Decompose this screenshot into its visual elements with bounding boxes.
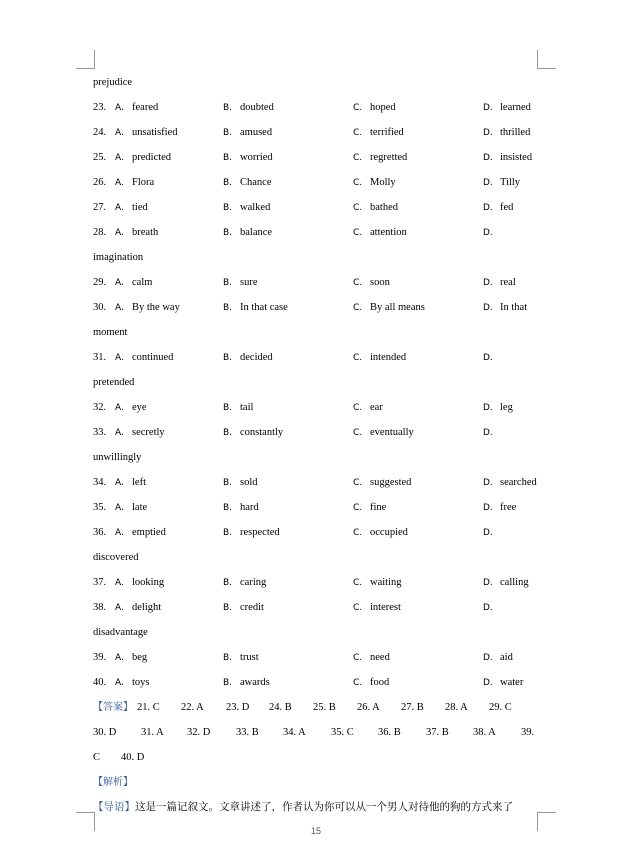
- option-text: In that case: [240, 302, 288, 313]
- option-text: intended: [370, 352, 407, 363]
- option-letter: C.: [353, 103, 363, 113]
- option-text: attention: [370, 227, 407, 238]
- option-text: trust: [240, 652, 259, 663]
- wrapped-option-text: unwillingly: [93, 452, 142, 463]
- answer-item: 29. C: [489, 702, 512, 713]
- answer-item: 36. B: [378, 727, 401, 738]
- option-letter: B.: [223, 278, 233, 288]
- option-d: [483, 270, 516, 296]
- option-b: [223, 420, 283, 446]
- option-text: doubted: [240, 102, 274, 113]
- option-text: fed: [500, 202, 514, 213]
- answer-item: 25. B: [313, 702, 336, 713]
- option-a: [115, 170, 154, 196]
- answer-row: [93, 720, 543, 745]
- wrapped-option-text: discovered: [93, 552, 139, 563]
- answer-item: 34. A: [283, 727, 306, 738]
- question-number: 35.: [93, 502, 107, 513]
- option-b: [223, 270, 258, 296]
- question-number: 29.: [93, 277, 107, 288]
- option-letter: A.: [115, 203, 124, 213]
- option-letter: B.: [223, 203, 233, 213]
- question-number: 38.: [93, 602, 107, 613]
- question-number: 40.: [93, 677, 107, 688]
- option-text: balance: [240, 227, 273, 238]
- option-text: delight: [132, 602, 162, 613]
- option-text: decided: [240, 352, 273, 363]
- option-letter: B.: [223, 303, 233, 313]
- option-d: [483, 170, 520, 196]
- option-letter: D.: [483, 503, 493, 513]
- option-letter: B.: [223, 128, 233, 138]
- option-text: searched: [500, 477, 537, 488]
- answer-item: 28. A: [445, 702, 468, 713]
- option-letter: B.: [223, 428, 233, 438]
- option-text: interest: [370, 602, 401, 613]
- option-letter: C.: [353, 128, 363, 138]
- option-letter: D.: [483, 153, 493, 163]
- option-d: [483, 395, 513, 421]
- answer-item: 38. A: [473, 727, 496, 738]
- question-row: [93, 395, 543, 420]
- option-letter: A.: [115, 403, 124, 413]
- option-a: [115, 220, 158, 246]
- option-letter: D.: [483, 228, 493, 238]
- option-text: credit: [240, 602, 264, 613]
- option-d: [483, 570, 529, 596]
- option-text: tied: [132, 202, 148, 213]
- option-letter: C.: [353, 178, 363, 188]
- option-b: [223, 95, 274, 121]
- document-body: [93, 70, 543, 820]
- option-letter: C.: [353, 528, 363, 538]
- option-text: calm: [132, 277, 153, 288]
- option-letter: A.: [115, 503, 124, 513]
- option-letter: B.: [223, 528, 233, 538]
- option-a: [115, 345, 173, 371]
- option-text: learned: [500, 102, 531, 113]
- option-d: [483, 145, 532, 171]
- option-text: feared: [132, 102, 159, 113]
- option-text: ear: [370, 402, 383, 413]
- option-letter: C.: [353, 503, 363, 513]
- answer-item: 32. D: [187, 727, 211, 738]
- option-d: [483, 520, 500, 546]
- option-letter: B.: [223, 603, 233, 613]
- option-letter: A.: [115, 353, 124, 363]
- wrapped-option-text: pretended: [93, 377, 135, 388]
- option-text: regretted: [370, 152, 408, 163]
- option-text: water: [500, 677, 524, 688]
- option-d: [483, 495, 516, 521]
- option-text: caring: [240, 577, 267, 588]
- option-d: [483, 645, 513, 671]
- question-number: 33.: [93, 427, 107, 438]
- answer-row: [93, 745, 543, 770]
- option-b: [223, 170, 272, 196]
- option-b: [223, 570, 266, 596]
- option-text: Chance: [240, 177, 272, 188]
- option-letter: D.: [483, 653, 493, 663]
- option-letter: C.: [353, 303, 363, 313]
- option-text: soon: [370, 277, 390, 288]
- question-row: [93, 120, 543, 145]
- question-row: [93, 645, 543, 670]
- option-text: eye: [132, 402, 147, 413]
- option-text: In that: [500, 302, 528, 313]
- option-b: [223, 145, 273, 171]
- option-b: [223, 395, 253, 421]
- option-b: [223, 495, 259, 521]
- option-letter: A.: [115, 303, 124, 313]
- option-b: [223, 220, 272, 246]
- answer-item: 21. C: [137, 702, 160, 713]
- answer-row: [93, 695, 543, 720]
- option-d: [483, 595, 500, 621]
- option-c: [353, 220, 407, 246]
- option-c: [353, 670, 389, 696]
- question-number: 37.: [93, 577, 107, 588]
- option-c: [353, 495, 386, 521]
- option-letter: D.: [483, 178, 493, 188]
- answer-item: 37. B: [426, 727, 449, 738]
- option-letter: D.: [483, 103, 493, 113]
- option-letter: A.: [115, 228, 124, 238]
- answer-item: 24. B: [269, 702, 292, 713]
- option-text: respected: [240, 527, 280, 538]
- question-row: [93, 520, 543, 545]
- answer-item: 27. B: [401, 702, 424, 713]
- option-text: occupied: [370, 527, 408, 538]
- option-letter: A.: [115, 678, 124, 688]
- option-text: unsatisfied: [132, 127, 178, 138]
- option-text: fine: [370, 502, 387, 513]
- option-b: [223, 670, 270, 696]
- option-d: [483, 470, 537, 496]
- option-letter: D.: [483, 278, 493, 288]
- option-text: predicted: [132, 152, 172, 163]
- question-number: 26.: [93, 177, 107, 188]
- question-row: [93, 570, 543, 595]
- question-number: 30.: [93, 302, 107, 313]
- answer-item: 35. C: [331, 727, 354, 738]
- option-letter: B.: [223, 228, 233, 238]
- option-letter: B.: [223, 178, 233, 188]
- option-letter: A.: [115, 528, 124, 538]
- question-number: 31.: [93, 352, 107, 363]
- option-c: [353, 345, 406, 371]
- option-a: [115, 420, 165, 446]
- option-b: [223, 120, 272, 146]
- answer-item: 33. B: [236, 727, 259, 738]
- option-letter: C.: [353, 228, 363, 238]
- option-text: need: [370, 652, 390, 663]
- option-text: hard: [240, 502, 259, 513]
- option-letter: A.: [115, 128, 124, 138]
- option-text: breath: [132, 227, 159, 238]
- option-text: tail: [240, 402, 254, 413]
- option-d: [483, 345, 500, 371]
- question-row: [93, 495, 543, 520]
- option-letter: C.: [353, 678, 363, 688]
- option-a: [115, 520, 166, 546]
- option-letter: A.: [115, 653, 124, 663]
- option-text: emptied: [132, 527, 166, 538]
- option-letter: D.: [483, 678, 493, 688]
- option-c: [353, 395, 383, 421]
- option-text: insisted: [500, 152, 533, 163]
- option-d: [483, 420, 500, 446]
- option-text: aid: [500, 652, 513, 663]
- option-letter: A.: [115, 428, 124, 438]
- option-text: food: [370, 677, 390, 688]
- option-b: [223, 645, 259, 671]
- option-text: leg: [500, 402, 513, 413]
- option-letter: A.: [115, 478, 124, 488]
- option-text: secretly: [132, 427, 165, 438]
- option-letter: B.: [223, 578, 233, 588]
- option-text: Tilly: [500, 177, 521, 188]
- question-row: [93, 220, 543, 245]
- option-letter: A.: [115, 578, 124, 588]
- option-text: bathed: [370, 202, 398, 213]
- option-letter: B.: [223, 653, 233, 663]
- option-c: [353, 570, 402, 596]
- option-letter: C.: [353, 353, 363, 363]
- option-c: [353, 420, 414, 446]
- option-text: sold: [240, 477, 258, 488]
- option-b: [223, 345, 273, 371]
- option-text: real: [500, 277, 516, 288]
- option-text: Flora: [132, 177, 155, 188]
- option-text: looking: [132, 577, 165, 588]
- option-c: [353, 145, 407, 171]
- option-letter: D.: [483, 478, 493, 488]
- option-letter: D.: [483, 578, 493, 588]
- option-letter: D.: [483, 128, 493, 138]
- corner-mark-top-right: [537, 50, 556, 69]
- option-letter: D.: [483, 203, 493, 213]
- option-d: [483, 670, 523, 696]
- option-letter: A.: [115, 153, 124, 163]
- wrapped-option-text: disadvantage: [93, 627, 148, 638]
- page-number: 15: [310, 826, 321, 836]
- option-b: [223, 595, 264, 621]
- option-text: amused: [240, 127, 273, 138]
- question-number: 28.: [93, 227, 107, 238]
- question-number: 23.: [93, 102, 107, 113]
- question-number: 39.: [93, 652, 107, 663]
- answer-item: 23. D: [226, 702, 250, 713]
- option-text: late: [132, 502, 148, 513]
- option-c: [353, 645, 390, 671]
- option-letter: D.: [483, 403, 493, 413]
- option-letter: B.: [223, 353, 233, 363]
- option-text: By all means: [370, 302, 425, 313]
- option-c: [353, 120, 404, 146]
- option-letter: B.: [223, 153, 233, 163]
- corner-mark-top-left: [76, 50, 95, 69]
- option-text: constantly: [240, 427, 284, 438]
- option-a: [115, 570, 164, 596]
- option-b: [223, 195, 270, 221]
- option-letter: C.: [353, 403, 363, 413]
- option-text: calling: [500, 577, 529, 588]
- option-text: beg: [132, 652, 148, 663]
- answer-item: 30. D: [93, 727, 117, 738]
- option-b: [223, 295, 288, 321]
- guide-text: 这是一篇记叙文。文章讲述了，作者认为你可以从一个男人对待他的狗的方式来了: [135, 801, 513, 813]
- option-c: [353, 595, 401, 621]
- option-d: [483, 195, 513, 221]
- option-text: left: [132, 477, 146, 488]
- option-letter: A.: [115, 103, 124, 113]
- option-c: [353, 270, 390, 296]
- option-c: [353, 95, 396, 121]
- option-text: By the way: [132, 302, 180, 313]
- option-a: [115, 645, 147, 671]
- answer-item: 31. A: [141, 727, 164, 738]
- option-a: [115, 670, 150, 696]
- option-text: terrified: [370, 127, 404, 138]
- option-letter: C.: [353, 278, 363, 288]
- option-text: thrilled: [500, 127, 531, 138]
- option-letter: C.: [353, 578, 363, 588]
- option-letter: B.: [223, 503, 233, 513]
- answer-item: 22. A: [181, 702, 204, 713]
- option-letter: A.: [115, 603, 124, 613]
- option-b: [223, 470, 258, 496]
- option-letter: B.: [223, 678, 233, 688]
- option-d: [483, 95, 531, 121]
- option-letter: C.: [353, 653, 363, 663]
- analysis-label: 【解析】: [93, 777, 133, 788]
- option-letter: D.: [483, 428, 493, 438]
- option-letter: A.: [115, 278, 124, 288]
- wrapped-option-text: moment: [93, 327, 128, 338]
- option-text: walked: [240, 202, 271, 213]
- option-text: waiting: [370, 577, 402, 588]
- option-a: [115, 120, 178, 146]
- question-row: [93, 295, 543, 320]
- question-row: [93, 670, 543, 695]
- option-a: [115, 395, 147, 421]
- option-text: Molly: [370, 177, 396, 188]
- question-number: 25.: [93, 152, 107, 163]
- answer-item: 26. A: [357, 702, 380, 713]
- question-number: 34.: [93, 477, 107, 488]
- answer-label: 【答案】: [93, 702, 133, 713]
- option-text: sure: [240, 277, 258, 288]
- option-letter: A.: [115, 178, 124, 188]
- option-letter: D.: [483, 528, 493, 538]
- answer-item: 39.: [521, 727, 535, 738]
- answer-item: C: [93, 752, 101, 763]
- question-row: [93, 345, 543, 370]
- option-a: [115, 145, 171, 171]
- question-row: [93, 145, 543, 170]
- option-a: [115, 470, 146, 496]
- option-text: awards: [240, 677, 270, 688]
- question-row: [93, 95, 543, 120]
- option-text: toys: [132, 677, 150, 688]
- wrapped-option-text: prejudice: [93, 77, 133, 88]
- option-letter: D.: [483, 603, 493, 613]
- option-c: [353, 195, 398, 221]
- option-c: [353, 170, 396, 196]
- option-letter: C.: [353, 203, 363, 213]
- option-text: continued: [132, 352, 174, 363]
- option-c: [353, 295, 425, 321]
- option-a: [115, 95, 158, 121]
- option-letter: B.: [223, 103, 233, 113]
- option-a: [115, 495, 147, 521]
- option-letter: B.: [223, 478, 233, 488]
- option-b: [223, 520, 280, 546]
- option-letter: D.: [483, 353, 493, 363]
- option-text: free: [500, 502, 517, 513]
- question-row: [93, 595, 543, 620]
- guide-label: 【导语】: [93, 801, 135, 813]
- option-d: [483, 120, 530, 146]
- option-letter: B.: [223, 403, 233, 413]
- question-number: 27.: [93, 202, 107, 213]
- answer-item: 40. D: [121, 752, 145, 763]
- question-row: [93, 170, 543, 195]
- option-d: [483, 220, 500, 246]
- option-text: eventually: [370, 427, 414, 438]
- option-letter: C.: [353, 153, 363, 163]
- option-a: [115, 270, 152, 296]
- option-a: [115, 195, 148, 221]
- option-a: [115, 595, 161, 621]
- option-letter: C.: [353, 478, 363, 488]
- option-letter: D.: [483, 303, 493, 313]
- question-row: [93, 470, 543, 495]
- question-number: 24.: [93, 127, 107, 138]
- option-text: suggested: [370, 477, 412, 488]
- option-letter: C.: [353, 603, 363, 613]
- option-c: [353, 520, 408, 546]
- option-text: hoped: [370, 102, 396, 113]
- analysis-row: [93, 770, 543, 795]
- option-a: [115, 295, 180, 321]
- option-text: worried: [240, 152, 273, 163]
- question-row: [93, 420, 543, 445]
- option-d: [483, 295, 527, 321]
- question-number: 32.: [93, 402, 107, 413]
- option-letter: C.: [353, 428, 363, 438]
- option-c: [353, 470, 411, 496]
- guide-row: [93, 795, 543, 820]
- question-number: 36.: [93, 527, 107, 538]
- wrapped-option-text: imagination: [93, 252, 144, 263]
- question-row: [93, 270, 543, 295]
- question-row: [93, 195, 543, 220]
